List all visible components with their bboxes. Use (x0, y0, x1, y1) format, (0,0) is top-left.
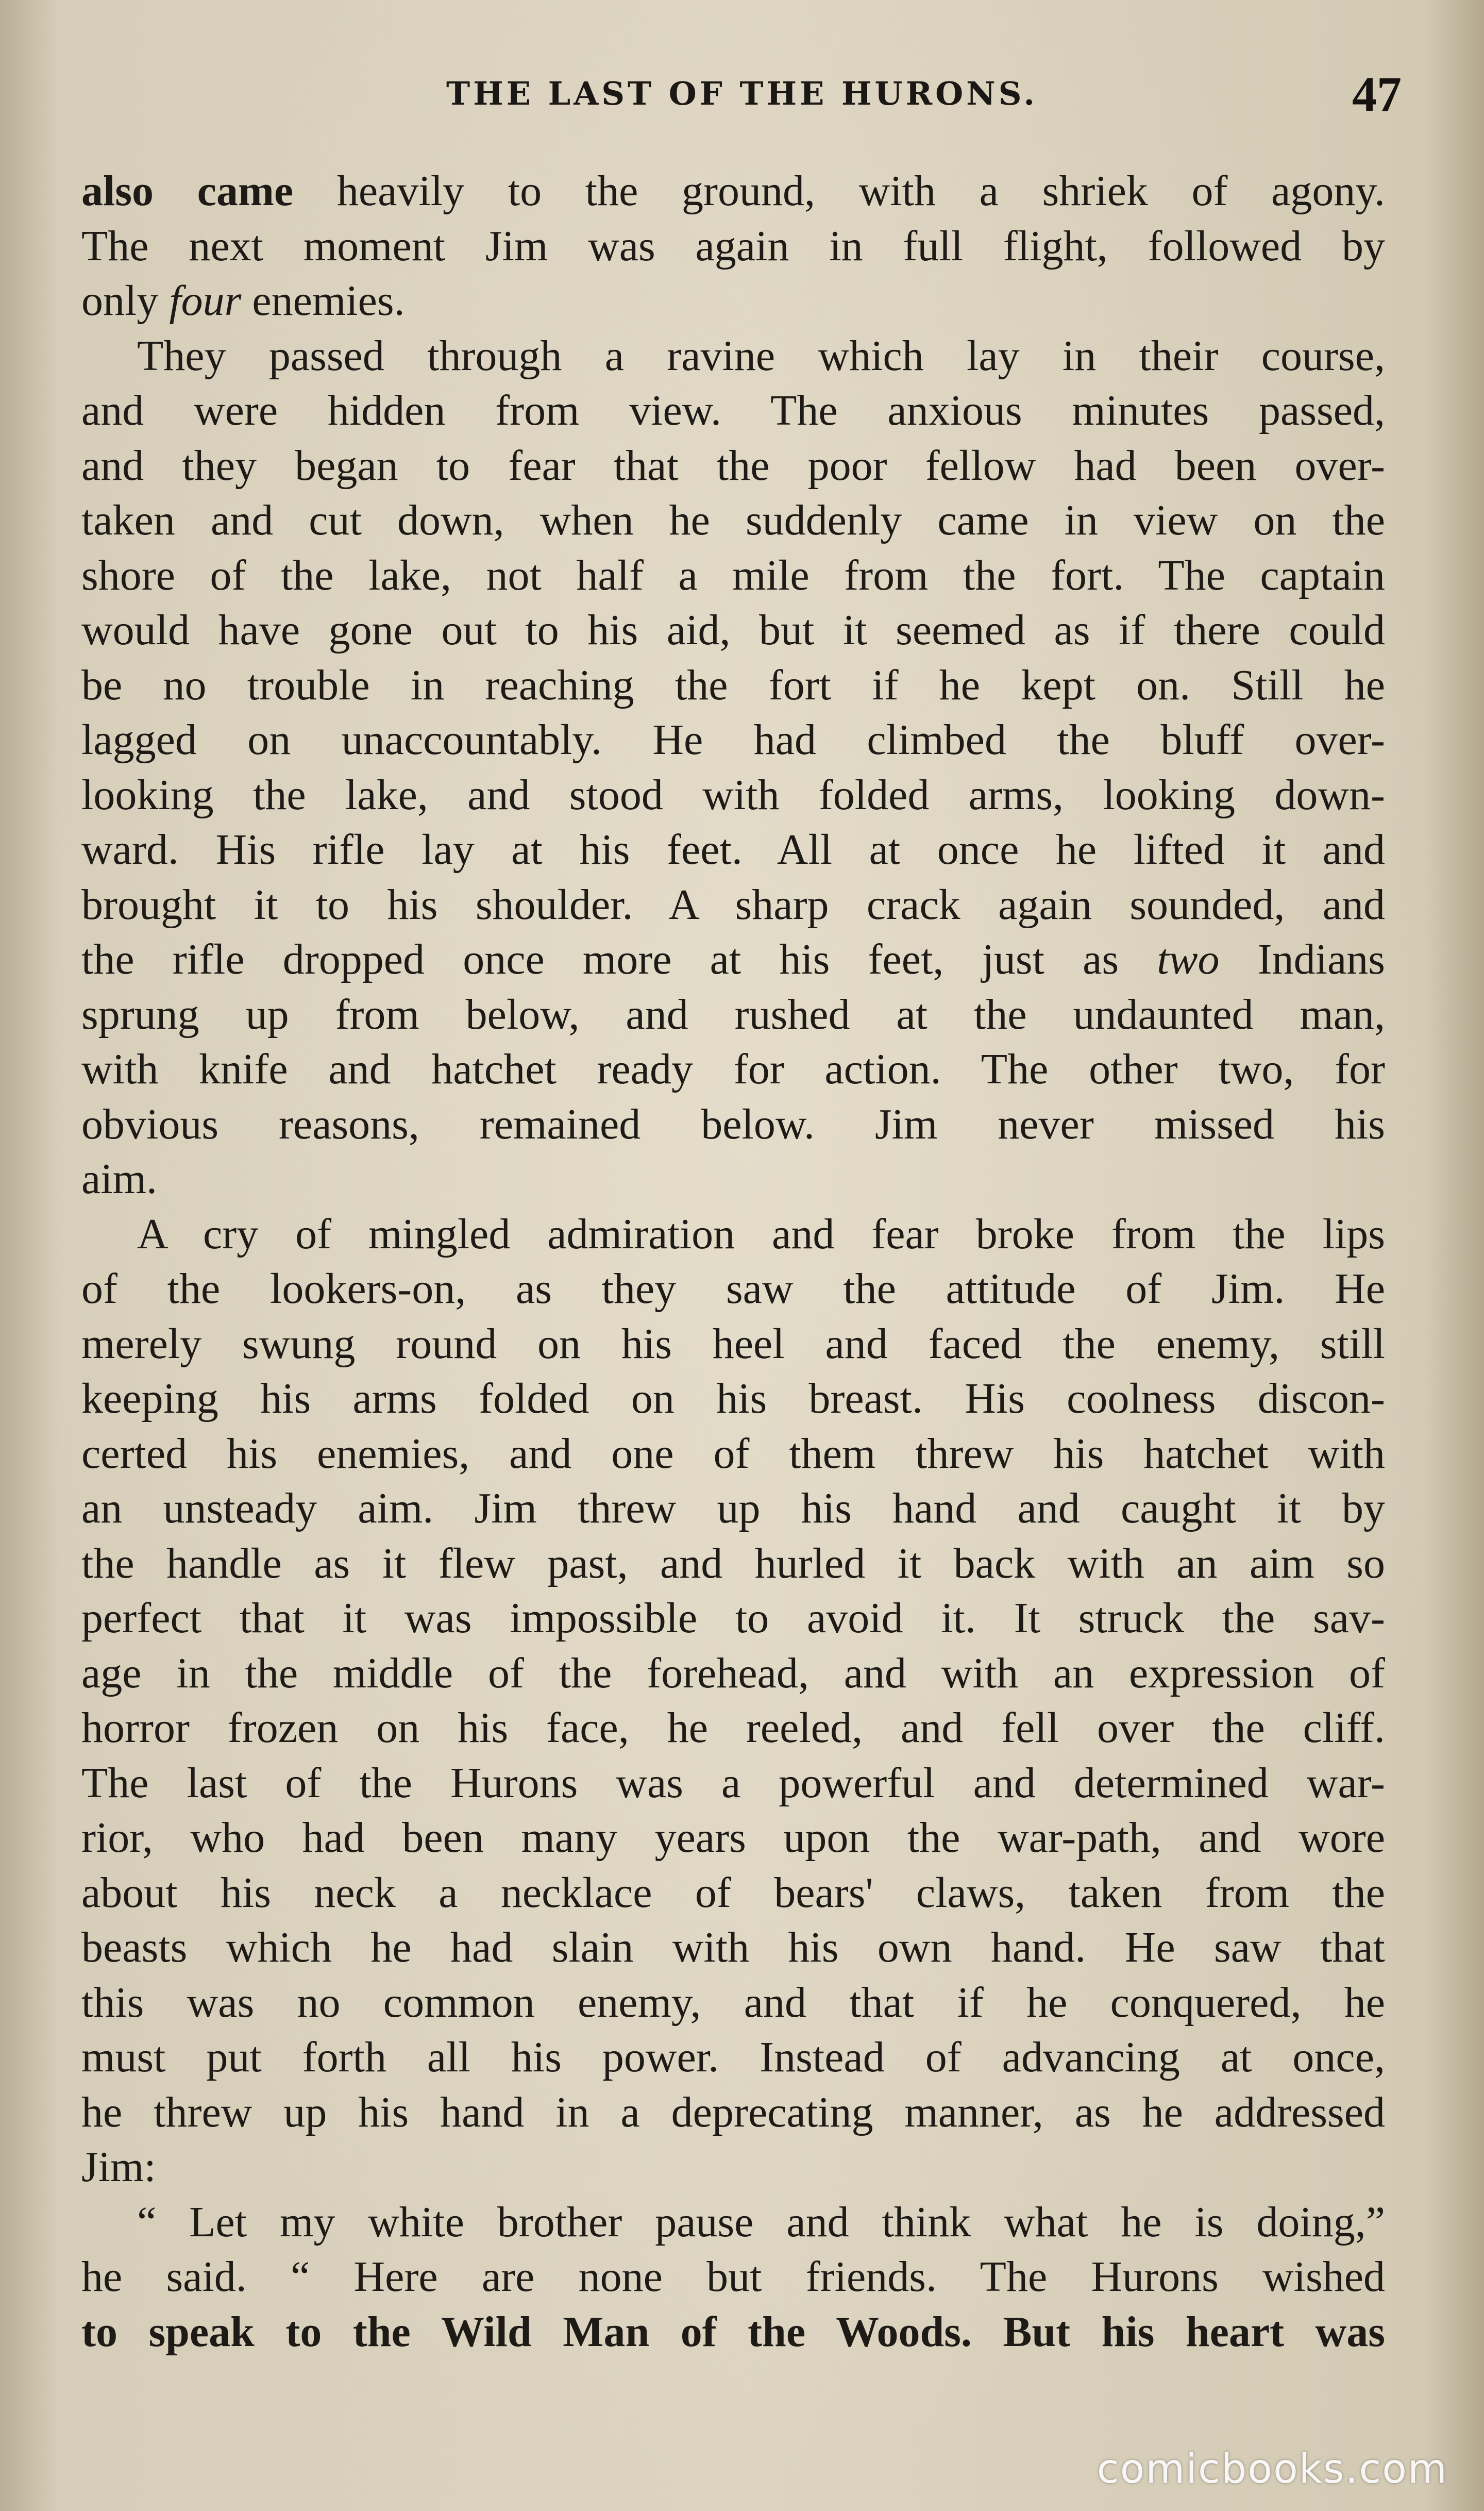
text-line: shore of the lake, not half a mile from the fort. The captain (81, 551, 1385, 599)
text-line: with knife and hatchet ready for action. The other two, for (81, 1045, 1385, 1093)
text-line: The last of the Hurons was a powerful and determined war- (81, 1759, 1385, 1807)
text-line: “ Let my white brother pause and think what he is doing,” (137, 2198, 1385, 2246)
text-line: rior, who had been many years upon the war-path, and wore (81, 1814, 1385, 1862)
text-line: sprung up from below, and rushed at the undaunted man, (81, 990, 1385, 1039)
text-line: obvious reasons, remained below. Jim never missed his (81, 1100, 1385, 1148)
page-header (82, 66, 1402, 126)
text-line: this was no common enemy, and that if he conquered, he (81, 1978, 1385, 2027)
text-line: also came heavily to the ground, with a shriek of agony. (81, 167, 1385, 215)
text-line: certed his enemies, and one of them threw his hatchet with (81, 1429, 1385, 1478)
text-line: beasts which he had slain with his own hand. He saw that (81, 1923, 1385, 1971)
text-line: would have gone out to his aid, but it seemed as if there could (81, 606, 1385, 654)
text-line: be no trouble in reaching the fort if he kept on. Still he (81, 661, 1385, 709)
text-line: perfect that it was impossible to avoid it. It struck the sav- (81, 1594, 1385, 1642)
running-title: THE LAST OF THE HURONS. (446, 75, 1038, 112)
text-line: and were hidden from view. The anxious minutes passed, (81, 387, 1385, 434)
text-line: ward. His rifle lay at his feet. All at once he lifted it and (81, 826, 1385, 874)
text-line: the rifle dropped once more at his feet, just as two Indians (81, 935, 1385, 983)
text-line: an unsteady aim. Jim threw up his hand and caught it by (81, 1484, 1385, 1532)
text-line: brought it to his shoulder. A sharp crack again sounded, and (81, 880, 1385, 929)
text-line: aim. (81, 1155, 157, 1203)
text-line: The next moment Jim was again in full flight, followed by (81, 222, 1385, 270)
text-line: looking the lake, and stood with folded arms, looking down- (81, 771, 1385, 819)
text-line: he said. “ Here are none but friends. The Hurons wished (81, 2253, 1385, 2301)
text-line: keeping his arms folded on his breast. His coolness discon- (81, 1375, 1385, 1422)
text-line: to speak to the Wild Man of the Woods. But his heart was (81, 2307, 1385, 2356)
text-line: about his neck a necklace of bears' claws, taken from the (81, 1868, 1385, 1917)
watermark: comicbooks.com (1097, 2446, 1448, 2492)
text-line: and they began to fear that the poor fellow had been over- (81, 441, 1385, 490)
text-line: of the lookers-on, as they saw the attitude of Jim. He (81, 1265, 1385, 1313)
body-text (81, 164, 1385, 2359)
page-number: 47 (1352, 66, 1402, 122)
text-line: must put forth all his power. Instead of advancing at once, (81, 2033, 1385, 2081)
text-line: taken and cut down, when he suddenly came in view on the (81, 496, 1385, 544)
text-line: Jim: (81, 2143, 156, 2191)
text-line: A cry of mingled admiration and fear broke from the lips (137, 1210, 1385, 1258)
text-line: age in the middle of the forehead, and with an expression of (81, 1649, 1385, 1697)
text-line: only four enemies. (81, 277, 405, 325)
text-line: They passed through a ravine which lay in their course, (137, 331, 1385, 380)
text-line: he threw up his hand in a deprecating manner, as he addressed (81, 2088, 1385, 2136)
text-line: merely swung round on his heel and faced the enemy, still (81, 1319, 1385, 1368)
text-line: horror frozen on his face, he reeled, and fell over the cliff. (81, 1704, 1385, 1752)
text-line: lagged on unaccountably. He had climbed the bluff over- (81, 716, 1385, 764)
text-line: the handle as it flew past, and hurled it back with an aim so (81, 1539, 1385, 1587)
